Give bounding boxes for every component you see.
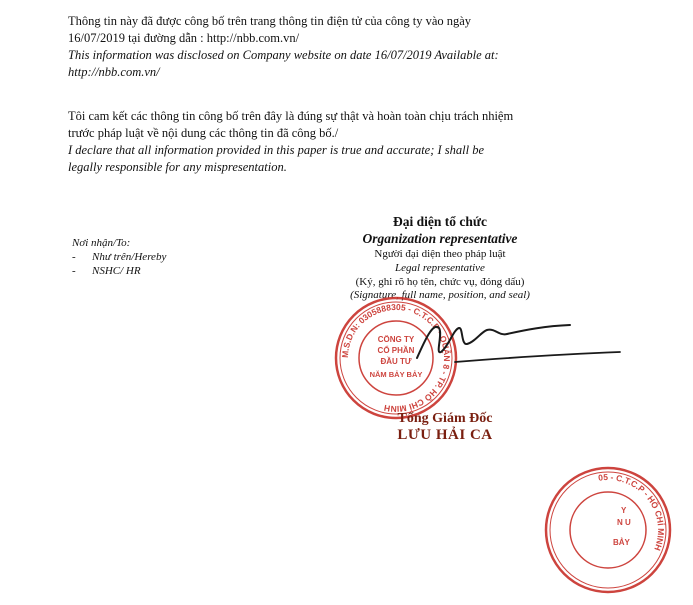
recipient-item: - NSHC/ HR <box>72 264 166 278</box>
declaration-vi-line-2: trước pháp luật về nội dung các thông tin đã công bố./ <box>68 126 339 140</box>
recipient-item: - Như trên/Hereby <box>72 250 166 264</box>
partial-seal-line-2: N U <box>617 518 631 527</box>
seal-ring-text: M.S.D.N: 0305888305 - C.T.C.P - QUẬN 8 - TP. HỒ CHÍ MINH <box>339 301 453 415</box>
signer-position: Tổng Giám Đốc <box>397 411 493 426</box>
representative-block <box>340 213 540 302</box>
representative-title-en: Organization representative <box>362 231 518 246</box>
partial-seal-line-1: Y <box>621 506 627 515</box>
signer-name: LƯU HẢI CA <box>397 427 493 443</box>
disclosure-vi-line-2: 16/07/2019 tại đường dẫn : http://nbb.com.vn/ <box>68 31 300 45</box>
declaration-en-line-1: I declare that all information provided in this paper is true and accurate; I shall be <box>68 143 485 157</box>
recipients-block <box>72 236 166 278</box>
seal-line-2: CỔ PHẦN <box>377 346 415 355</box>
disclosure-vi-line-1: Thông tin này đã được công bố trên trang thông tin điện tử của công ty vào ngày <box>68 14 472 28</box>
sign-note-en: (Signature, full name, position, and seal) <box>350 289 530 301</box>
seal-line-4: NĂM BẢY BẢY <box>369 370 423 379</box>
sign-note-vi: (Ký, ghi rõ họ tên, chức vụ, đóng dấu) <box>355 276 525 288</box>
disclosure-en-line-2: http://nbb.com.vn/ <box>68 65 160 79</box>
legal-representative-en: Legal representative <box>395 262 485 274</box>
partial-seal-line-3: BẢY <box>613 538 630 547</box>
partial-seal <box>597 455 693 605</box>
representative-title-vi: Đại diện tổ chức <box>393 214 487 229</box>
svg-text:05 - C.T.C.P - HỒ CHÍ MINH <box>598 472 667 552</box>
signature <box>395 300 655 380</box>
declaration-vi-line-1: Tôi cam kết các thông tin công bố trên đây là đúng sự thật và hoàn toàn chịu trách nhiệm <box>68 109 514 123</box>
disclosure-en-line-1: This information was disclosed on Company website on date 16/07/2019 Available at: <box>68 48 499 62</box>
seal-line-3: ĐẦU TƯ <box>380 357 412 366</box>
legal-representative-vi: Người đại diện theo pháp luật <box>374 248 506 260</box>
partial-seal-ring-text: 05 - C.T.C.P - HỒ CHÍ MINH <box>597 471 667 553</box>
declaration-en-line-2: legally responsible for any mispresentation. <box>68 160 287 174</box>
signer-block <box>360 410 530 444</box>
recipients-label: Nơi nhận/To: <box>72 237 131 249</box>
declaration-paragraph <box>68 108 623 176</box>
seal-line-1: CÔNG TY <box>377 335 415 344</box>
disclosure-paragraph <box>68 13 623 81</box>
